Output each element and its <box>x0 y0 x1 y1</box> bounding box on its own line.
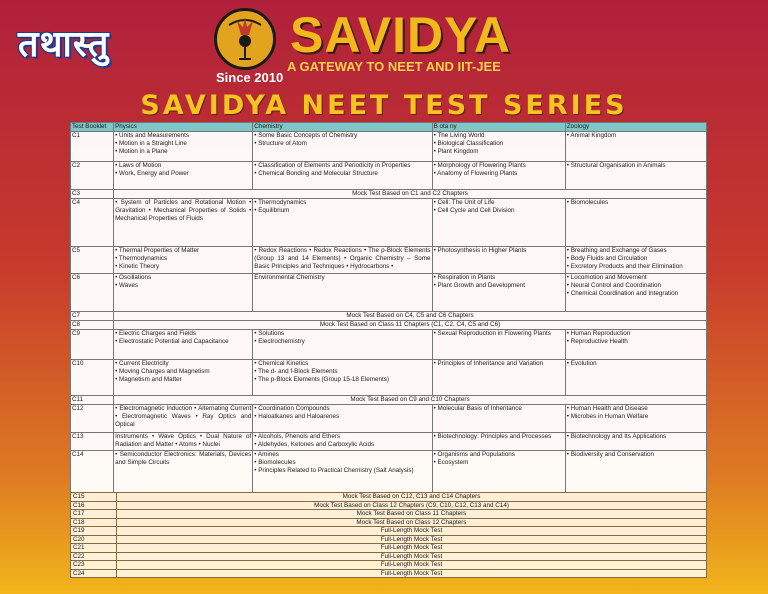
table-row <box>71 501 707 510</box>
botany-cell: • The Living World • Biological Classification • Plant Kingdom <box>432 132 565 162</box>
table-header-row <box>71 123 707 132</box>
zoology-cell: • Human Reproduction • Reproductive Health <box>565 330 706 360</box>
since-year: Since 2010 <box>216 70 284 85</box>
mock-test-table <box>70 492 707 578</box>
booklet-cell: C21 <box>71 544 117 553</box>
mock-test-cell: Full-Length Mock Test <box>117 552 707 561</box>
mock-test-cell: Mock Test Based on C4, C5 and C6 Chapters <box>114 312 707 321</box>
table-row <box>71 396 707 405</box>
table-row <box>71 535 707 544</box>
chemistry-cell: • Coordination Compounds • Haloalkanes and Haloarenes <box>253 405 432 433</box>
booklet-cell: C22 <box>71 552 117 561</box>
mock-test-cell: Mock Test Based on C9 and C10 Chapters <box>114 396 707 405</box>
chemistry-cell: • Some Basic Concepts of Chemistry • Structure of Atom <box>253 132 432 162</box>
botany-cell: • Biotechnology: Principles and Processes <box>432 433 565 451</box>
table-row <box>71 274 707 312</box>
booklet-cell: C3 <box>71 190 114 199</box>
zoology-cell: • Breathing and Exchange of Gases • Body Fluids and Circulation • Excretory Products and their Elimination <box>565 247 706 274</box>
header-test-booklet: Test Booklet <box>71 123 114 132</box>
chemistry-cell: • Chemical Kinetics • The d- and f-Block Elements • The p-Block Elements (Group 15-18 Elements) <box>253 360 432 396</box>
zoology-cell: • Human Health and Disease • Microbes in Human Welfare <box>565 405 706 433</box>
mock-test-cell: Mock Test Based on Class 12 Chapters <box>117 518 707 527</box>
chemistry-cell: • Classification of Elements and Periodicity in Properties • Chemical Bonding and Molecular Structure <box>253 162 432 190</box>
zoology-cell: • Locomotion and Movement • Neural Control and Coordination • Chemical Coordination and Integration <box>565 274 706 312</box>
booklet-cell: C24 <box>71 569 117 578</box>
mock-test-cell: Full-Length Mock Test <box>117 561 707 570</box>
table-row <box>71 199 707 247</box>
mock-test-cell: Full-Length Mock Test <box>117 569 707 578</box>
botany-cell: • Molecular Basis of Inheritance <box>432 405 565 433</box>
table-row <box>71 360 707 396</box>
booklet-cell: C9 <box>71 330 114 360</box>
physics-cell: Instruments • Wave Optics • Dual Nature of Radiation and Matter • Atoms • Nuclei <box>114 433 253 451</box>
physics-cell: • System of Particles and Rotational Motion • Gravitation • Mechanical Properties of Solids • Mechanical Properties of Fluids <box>114 199 253 247</box>
test-schedule-table <box>70 122 707 493</box>
mock-test-cell: Full-Length Mock Test <box>117 527 707 536</box>
booklet-cell: C23 <box>71 561 117 570</box>
mock-test-cell: Mock Test Based on Class 12 Chapters (C9, C10, C12, C13 and C14) <box>117 501 707 510</box>
header-chemistry: Chemistry <box>253 123 432 132</box>
booklet-cell: C17 <box>71 510 117 519</box>
physics-cell: • Electric Charges and Fields • Electrostatic Potential and Capacitance <box>114 330 253 360</box>
booklet-cell: C19 <box>71 527 117 536</box>
chemistry-cell: Environmental Chemistry <box>253 274 432 312</box>
booklet-cell: C13 <box>71 433 114 451</box>
zoology-cell: • Biomolecules <box>565 199 706 247</box>
physics-cell: • Oscillations • Waves <box>114 274 253 312</box>
page-title: SAVIDYA NEET TEST SERIES <box>140 90 628 121</box>
table-row <box>71 405 707 433</box>
botany-cell: • Photosynthesis in Higher Plants <box>432 247 565 274</box>
zoology-cell: • Animal Kingdom <box>565 132 706 162</box>
mock-test-cell: Mock Test Based on C1 and C2 Chapters <box>114 190 707 199</box>
chemistry-cell: • Solutions • Electrochemistry <box>253 330 432 360</box>
table-row <box>71 518 707 527</box>
zoology-cell: • Evolution <box>565 360 706 396</box>
table-row <box>71 312 707 321</box>
brand-tagline: A GATEWAY TO NEET AND IIT-JEE <box>287 59 501 74</box>
table-row <box>71 190 707 199</box>
table-row <box>71 544 707 553</box>
booklet-cell: C15 <box>71 493 117 502</box>
chemistry-cell: • Redox Reactions • Redox Reactions • The p-Block Elements (Group 13 and 14 Elements) • Organic Chemistry – Some Basic Principles and Techniques • Hydrocarbons • <box>253 247 432 274</box>
hindi-brand-logo: तथास्तु <box>18 24 110 65</box>
botany-cell: • Cell: The Unit of Life • Cell Cycle and Cell Division <box>432 199 565 247</box>
chemistry-cell: • Amines • Biomolecules • Principles Related to Practical Chemistry (Salt Analysis) <box>253 451 432 493</box>
booklet-cell: C2 <box>71 162 114 190</box>
booklet-cell: C7 <box>71 312 114 321</box>
botany-cell: • Morphology of Flowering Plants • Anatomy of Flowering Plants <box>432 162 565 190</box>
zoology-cell: • Biotechnology and Its Applications <box>565 433 706 451</box>
table-row <box>71 561 707 570</box>
table-row <box>71 321 707 330</box>
booklet-cell: C6 <box>71 274 114 312</box>
booklet-cell: C11 <box>71 396 114 405</box>
table-row <box>71 132 707 162</box>
table-row <box>71 569 707 578</box>
table-row <box>71 247 707 274</box>
booklet-cell: C12 <box>71 405 114 433</box>
chemistry-cell: • Alcohols, Phenols and Ethers • Aldehydes, Ketones and Carboxylic Acids <box>253 433 432 451</box>
booklet-cell: C14 <box>71 451 114 493</box>
savidya-logo-icon <box>214 8 276 70</box>
booklet-cell: C1 <box>71 132 114 162</box>
physics-cell: • Electromagnetic Induction • Alternating Current • Electromagnetic Waves • Ray Optics and Optical <box>114 405 253 433</box>
header-botany: B ota ny <box>432 123 565 132</box>
table-row <box>71 510 707 519</box>
brand-name: SAVIDYA <box>290 7 511 63</box>
header-physics: Physics <box>114 123 253 132</box>
table-row <box>71 493 707 502</box>
booklet-cell: C5 <box>71 247 114 274</box>
physics-cell: • Thermal Properties of Matter • Thermodynamics • Kinetic Theory <box>114 247 253 274</box>
table-row <box>71 552 707 561</box>
mock-test-cell: Mock Test Based on Class 11 Chapters (C1, C2, C4, C5 and C6) <box>114 321 707 330</box>
booklet-cell: C18 <box>71 518 117 527</box>
botany-cell: • Organisms and Populations • Ecosystem <box>432 451 565 493</box>
header-zoology: Zoology <box>565 123 706 132</box>
table-row <box>71 433 707 451</box>
physics-cell: • Units and Measurements • Motion in a Straight Line • Motion in a Plane <box>114 132 253 162</box>
table-row <box>71 162 707 190</box>
booklet-cell: C16 <box>71 501 117 510</box>
mock-test-cell: Mock Test Based on Class 11 Chapters <box>117 510 707 519</box>
physics-cell: • Current Electricity • Moving Charges and Magnetism • Magnetism and Matter <box>114 360 253 396</box>
botany-cell: • Principles of Inheritance and Variation <box>432 360 565 396</box>
booklet-cell: C10 <box>71 360 114 396</box>
zoology-cell: • Biodiversity and Conservation <box>565 451 706 493</box>
zoology-cell: • Structural Organisation in Animals <box>565 162 706 190</box>
physics-cell: • Laws of Motion • Work, Energy and Power <box>114 162 253 190</box>
booklet-cell: C20 <box>71 535 117 544</box>
physics-cell: • Semiconductor Electronics: Materials, Devices and Simple Circuits <box>114 451 253 493</box>
botany-cell: • Sexual Reproduction in Flowering Plants <box>432 330 565 360</box>
booklet-cell: C8 <box>71 321 114 330</box>
table-row <box>71 451 707 493</box>
botany-cell: • Respiration in Plants • Plant Growth and Development <box>432 274 565 312</box>
mock-test-cell: Full-Length Mock Test <box>117 535 707 544</box>
table-row <box>71 527 707 536</box>
chemistry-cell: • Thermodynamics • Equilibrium <box>253 199 432 247</box>
mock-test-cell: Mock Test Based on C12, C13 and C14 Chapters <box>117 493 707 502</box>
table-row <box>71 330 707 360</box>
booklet-cell: C4 <box>71 199 114 247</box>
mock-test-cell: Full-Length Mock Test <box>117 544 707 553</box>
